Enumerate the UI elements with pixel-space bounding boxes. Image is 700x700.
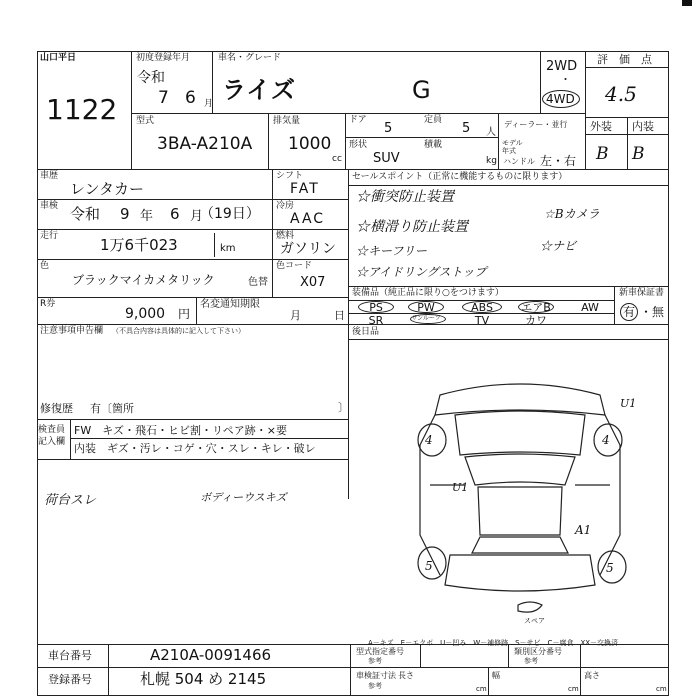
divider	[37, 419, 348, 420]
fuel: ガソリン	[280, 241, 336, 257]
exterior-grade: B	[596, 144, 609, 164]
displacement: 1000	[288, 134, 332, 154]
divider	[540, 51, 541, 113]
car-front-outline	[435, 384, 605, 415]
divider	[614, 286, 615, 324]
divider	[348, 185, 669, 186]
equip-aw: AW	[581, 301, 599, 314]
divider	[348, 169, 349, 499]
notice-day: 日	[334, 309, 345, 322]
inspection-month-unit: 月	[190, 209, 204, 224]
color-label: 色	[40, 261, 50, 271]
warranty-yes: 有	[623, 305, 636, 319]
shape-label: 形状	[349, 140, 368, 150]
caution-sub: （不具合内容は具体的に記入して下さい）	[112, 327, 245, 335]
divider	[488, 667, 489, 696]
paint-label: 色替	[248, 277, 268, 288]
width-unit: cm	[568, 685, 579, 693]
divider	[498, 113, 499, 169]
divider	[345, 137, 498, 138]
divider	[508, 644, 509, 667]
shape: SUV	[373, 151, 400, 166]
sales-point-3: ☆キーフリー	[356, 244, 427, 258]
yen-unit: 円	[178, 307, 191, 321]
registration-number: 札幌 504 め 2145	[140, 670, 267, 688]
reg-month-unit: 月	[204, 99, 214, 109]
inspector-label: 検査員記入欄	[38, 425, 66, 447]
color-code: X07	[300, 275, 326, 290]
divider	[348, 339, 669, 340]
rear-label: 後日品	[352, 327, 380, 337]
notice-label: 名変通知期限	[200, 299, 260, 310]
divider	[585, 67, 669, 68]
recycle: 9,000	[125, 306, 166, 322]
dimensions-ref: 参考	[368, 682, 382, 690]
divider	[272, 259, 273, 297]
cc-unit: cc	[332, 154, 342, 164]
divider	[37, 259, 348, 260]
venue-label: 山口平日	[40, 53, 77, 63]
divider	[37, 667, 669, 668]
shift-label: シフト	[276, 171, 304, 181]
sales-note-2: ☆ナビ	[540, 239, 577, 253]
inspector-row1: FW キズ・飛石・ヒビ割・リペア跡・×要	[74, 424, 287, 437]
damage-mark-4-right: 4	[602, 433, 610, 447]
divider	[580, 667, 581, 696]
equip-sr: SR	[368, 314, 384, 327]
classification-ref: 参考	[524, 657, 538, 665]
corner-mark	[682, 0, 692, 6]
divider	[37, 644, 669, 645]
warranty-no: ・無	[640, 305, 665, 319]
damage-mark-4-left: 4	[425, 433, 433, 447]
capacity-label: 定員	[424, 115, 443, 125]
eval-label: 評 価 点	[597, 53, 652, 66]
sales-note-1: ☆Bカメラ	[544, 207, 600, 221]
divider	[37, 169, 669, 170]
dimensions-label: 車検証寸法	[356, 671, 396, 680]
exterior-label: 外装	[590, 120, 612, 133]
damage-mark-u1-side: U1	[452, 481, 469, 494]
length-label: 長さ	[398, 671, 414, 680]
kg-unit: kg	[486, 156, 497, 166]
lot-number: 1122	[46, 93, 118, 126]
ac-label: 冷房	[276, 201, 295, 211]
damage-mark-u1-top: U1	[620, 397, 637, 410]
width-label: 幅	[492, 671, 500, 680]
remark-1: 荷台スレ	[44, 493, 97, 508]
equip-pw: PW	[417, 301, 435, 314]
inspection-month: 6	[170, 205, 180, 223]
inspection-era: 令和	[70, 205, 101, 223]
type-designation-ref: 参考	[368, 657, 382, 665]
equip-ps: PS	[369, 301, 383, 314]
drive-2wd: 2WD	[546, 59, 578, 74]
drive-dot: ・	[560, 73, 571, 86]
color-code-label: 色コード	[276, 261, 313, 271]
divider	[131, 113, 585, 114]
eval-score: 4.5	[605, 82, 637, 106]
damage-mark-5-left: 5	[425, 559, 433, 573]
divider	[268, 113, 269, 169]
divider	[348, 286, 669, 287]
fuel-label: 燃料	[276, 231, 295, 241]
inspection-label: 車検	[40, 201, 59, 211]
car-name: ライズ	[222, 76, 297, 104]
car-roof	[478, 487, 562, 535]
notice-month: 月	[290, 309, 301, 322]
recycle-label: R券	[40, 299, 56, 309]
chassis-label: 車台番号	[48, 649, 92, 662]
inspector-row2: 内装 ギズ・汚レ・コゲ・穴・スレ・キレ・破レ	[74, 442, 316, 455]
divider	[420, 644, 421, 667]
interior-label: 内装	[632, 120, 654, 133]
handle: 左・右	[540, 154, 577, 168]
sales-points-label: セールスポイント（正常に機能するものに限ります）	[352, 172, 568, 182]
load-label: 積載	[424, 140, 443, 150]
car-grade: G	[412, 76, 431, 104]
remark-2: ボディーウスキズ	[200, 491, 287, 504]
doors-label: ドア	[349, 115, 367, 125]
model-label: 型式	[136, 116, 155, 126]
reg-month: 6	[185, 88, 196, 108]
history-label: 車歴	[40, 171, 59, 181]
spare-tire-sketch	[518, 602, 542, 612]
model: 3BA-A210A	[157, 134, 253, 154]
equip-leather: カワ	[525, 314, 547, 327]
equipment-label: 装備品（純正品に限り○をつけます）	[352, 288, 504, 298]
divider	[70, 438, 348, 439]
equip-airbag: エアB	[521, 301, 551, 314]
divider	[108, 644, 109, 696]
damage-legend: A－キズ E－エクボ U－凹み W－補修跡 S－サビ C－腐食 XX－交換済	[368, 639, 619, 647]
divider	[70, 419, 71, 459]
repair-close: 〕	[338, 401, 349, 414]
mileage-label: 走行	[40, 231, 59, 241]
divider	[212, 51, 213, 113]
displacement-label: 排気量	[273, 116, 301, 126]
height-unit: cm	[656, 685, 667, 693]
km-unit: km	[220, 243, 236, 254]
history: レンタカー	[70, 180, 145, 198]
inspection-year: 9	[120, 205, 130, 223]
chassis-number: A210A-0091466	[150, 646, 272, 664]
year-unit: 年	[140, 209, 154, 224]
divider	[37, 229, 348, 230]
divider	[272, 169, 273, 259]
person-unit: 人	[486, 127, 496, 138]
divider	[196, 297, 197, 324]
car-name-label: 車名・グレード	[218, 53, 282, 63]
shift: FAT	[290, 181, 320, 197]
divider	[37, 459, 348, 460]
divider	[37, 199, 348, 200]
equip-tv: TV	[474, 314, 490, 327]
reg-number-label: 登録番号	[48, 673, 92, 686]
sales-point-4: ☆アイドリングストップ	[356, 265, 487, 279]
length-unit: cm	[476, 685, 487, 693]
equip-sunroof: サンルーフ	[411, 315, 441, 322]
divider	[580, 644, 581, 667]
capacity: 5	[462, 121, 471, 136]
color: ブラックマイカメタリック	[72, 273, 215, 287]
sales-point-1: ☆衝突防止装置	[356, 189, 454, 205]
inspection-day: （19日）	[200, 206, 260, 222]
model-year-label: モデル年式	[502, 139, 523, 155]
sales-point-2: ☆横滑り防止装置	[356, 219, 468, 235]
damage-mark-a1: A1	[575, 523, 592, 537]
divider	[131, 51, 132, 169]
caution-label: 注意事項申告欄	[40, 326, 104, 336]
mileage: 1万6千023	[100, 236, 178, 254]
drive-4wd: 4WD	[546, 92, 575, 106]
damage-mark-5-right: 5	[606, 561, 614, 575]
divider	[350, 644, 351, 696]
divider	[37, 297, 348, 298]
car-damage-diagram	[390, 375, 650, 635]
equip-abs: ABS	[471, 301, 493, 314]
divider	[627, 117, 628, 169]
divider	[37, 324, 669, 325]
spare-label: スペア	[524, 617, 545, 625]
classification-label: 類別区分番号	[514, 647, 562, 656]
repair-value: 有〔箇所	[90, 402, 134, 415]
type-designation-label: 型式指定番号	[356, 647, 404, 656]
first-reg-label: 初度登録年月	[136, 53, 191, 63]
handle-label: ハンドル	[503, 157, 535, 166]
height-label: 高さ	[584, 671, 600, 680]
car-hood	[455, 411, 585, 455]
reg-era: 令和	[137, 70, 165, 86]
warranty-label: 新車保証書	[619, 288, 665, 298]
reg-year: 7	[158, 88, 169, 108]
car-rear-glass	[472, 537, 568, 553]
dealer-label: ディーラー・並行	[504, 120, 568, 129]
interior-grade: B	[632, 144, 645, 164]
divider	[585, 51, 586, 169]
divider	[214, 233, 215, 257]
doors: 5	[384, 121, 393, 136]
car-rear	[445, 555, 595, 591]
ac: AAC	[290, 211, 326, 227]
car-windshield	[465, 454, 575, 485]
divider	[345, 113, 346, 169]
repair-label: 修復歴	[40, 402, 73, 415]
divider	[585, 134, 669, 135]
